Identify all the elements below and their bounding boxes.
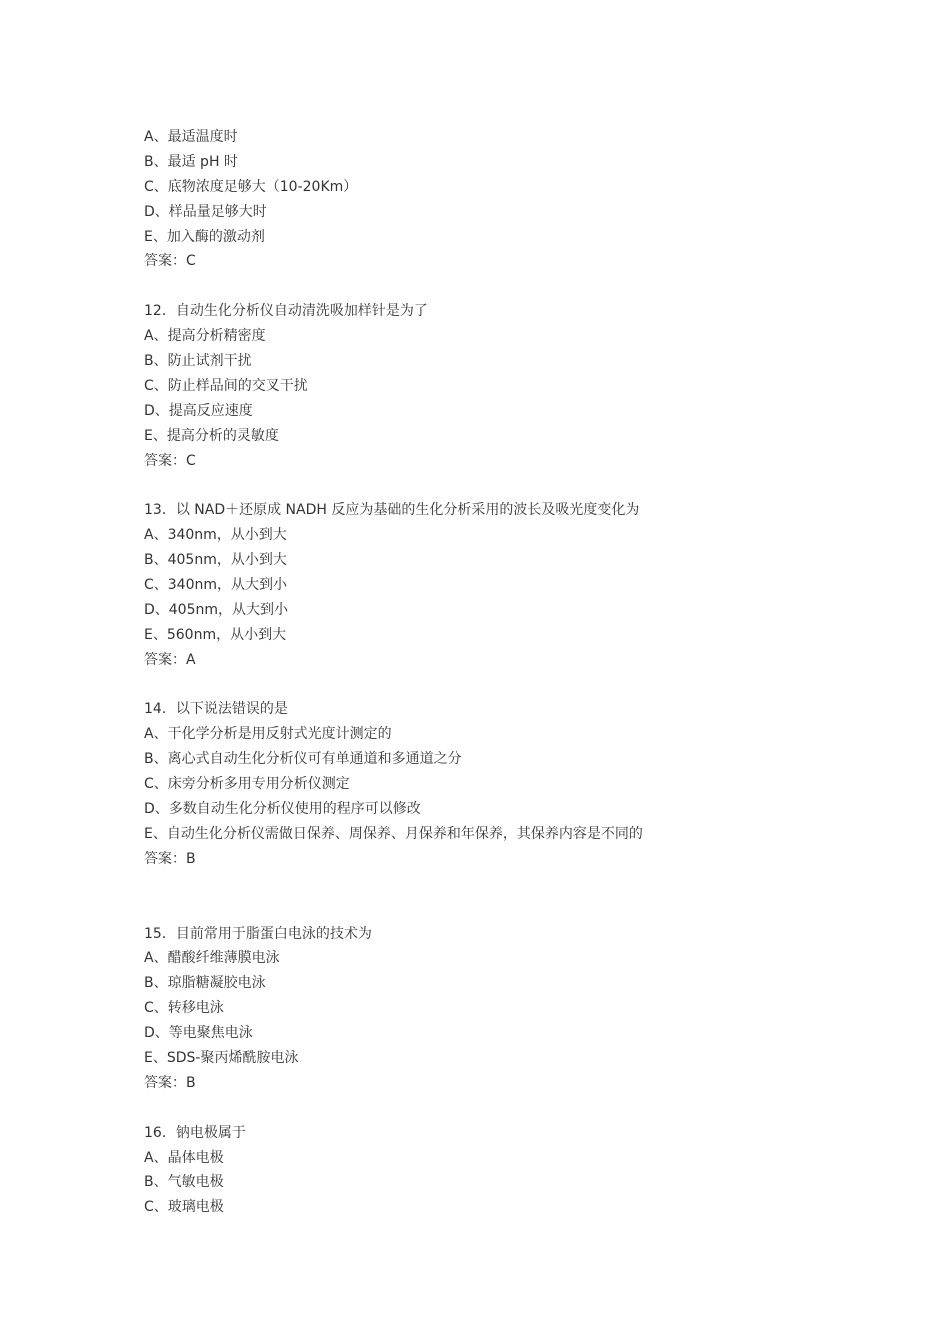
option-c: C、340nm，从大到小: [144, 577, 288, 594]
question-14-block: [144, 697, 844, 871]
option-b: B、离心式自动生化分析仪可有单通道和多通道之分: [144, 751, 462, 768]
option-a: A、提高分析精密度: [144, 328, 266, 345]
question-title: 16．钠电极属于: [144, 1124, 246, 1141]
option-e: E、加入酶的激动剂: [144, 228, 265, 245]
option-d: D、提高反应速度: [144, 402, 253, 419]
option-d: D、多数自动生化分析仪使用的程序可以修改: [144, 801, 421, 818]
option-c: C、玻璃电极: [144, 1199, 224, 1216]
option-b: B、气敏电极: [144, 1174, 224, 1191]
question-11-block: [144, 125, 844, 274]
answer: 答案：B: [144, 850, 196, 867]
option-e: E、560nm，从小到大: [144, 626, 287, 643]
answer: 答案：B: [144, 1074, 196, 1091]
option-b: B、最适 pH 时: [144, 153, 238, 170]
option-e: E、自动生化分析仪需做日保养、周保养、月保养和年保养，其保养内容是不同的: [144, 825, 643, 842]
question-title: 12．自动生化分析仪自动清洗吸加样针是为了: [144, 303, 428, 320]
question-title: 15．目前常用于脂蛋白电泳的技术为: [144, 925, 372, 942]
question-list: [144, 125, 844, 1220]
option-c: C、防止样品间的交叉干扰: [144, 377, 308, 394]
option-e: E、提高分析的灵敏度: [144, 427, 279, 444]
option-b: B、琼脂糖凝胶电泳: [144, 975, 266, 992]
option-c: C、转移电泳: [144, 1000, 224, 1017]
option-a: A、醋酸纤维薄膜电泳: [144, 950, 280, 967]
question-13-block: [144, 498, 844, 672]
option-d: D、405nm，从大到小: [144, 601, 289, 618]
answer: 答案：A: [144, 651, 196, 668]
answer: 答案：C: [144, 452, 196, 469]
question-15-block: [144, 922, 844, 1096]
question-title: 13．以 NAD＋还原成 NADH 反应为基础的生化分析采用的波长及吸光度变化为: [144, 502, 640, 519]
option-d: D、样品量足够大时: [144, 203, 267, 220]
option-e: E、SDS-聚丙烯酰胺电泳: [144, 1049, 299, 1066]
answer: 答案：C: [144, 253, 196, 270]
option-b: B、防止试剂干扰: [144, 353, 252, 370]
option-a: A、最适温度时: [144, 129, 238, 145]
option-d: D、等电聚焦电泳: [144, 1025, 253, 1042]
option-a: A、340nm，从小到大: [144, 527, 287, 544]
question-title: 14．以下说法错误的是: [144, 701, 288, 718]
option-a: A、干化学分析是用反射式光度计测定的: [144, 726, 392, 743]
question-12-block: [144, 299, 844, 473]
option-b: B、405nm，从小到大: [144, 552, 287, 569]
option-c: C、床旁分析多用专用分析仪测定: [144, 776, 350, 793]
option-a: A、晶体电极: [144, 1149, 224, 1166]
question-16-block: [144, 1121, 844, 1221]
option-c: C、底物浓度足够大（10-20Km）: [144, 178, 358, 195]
